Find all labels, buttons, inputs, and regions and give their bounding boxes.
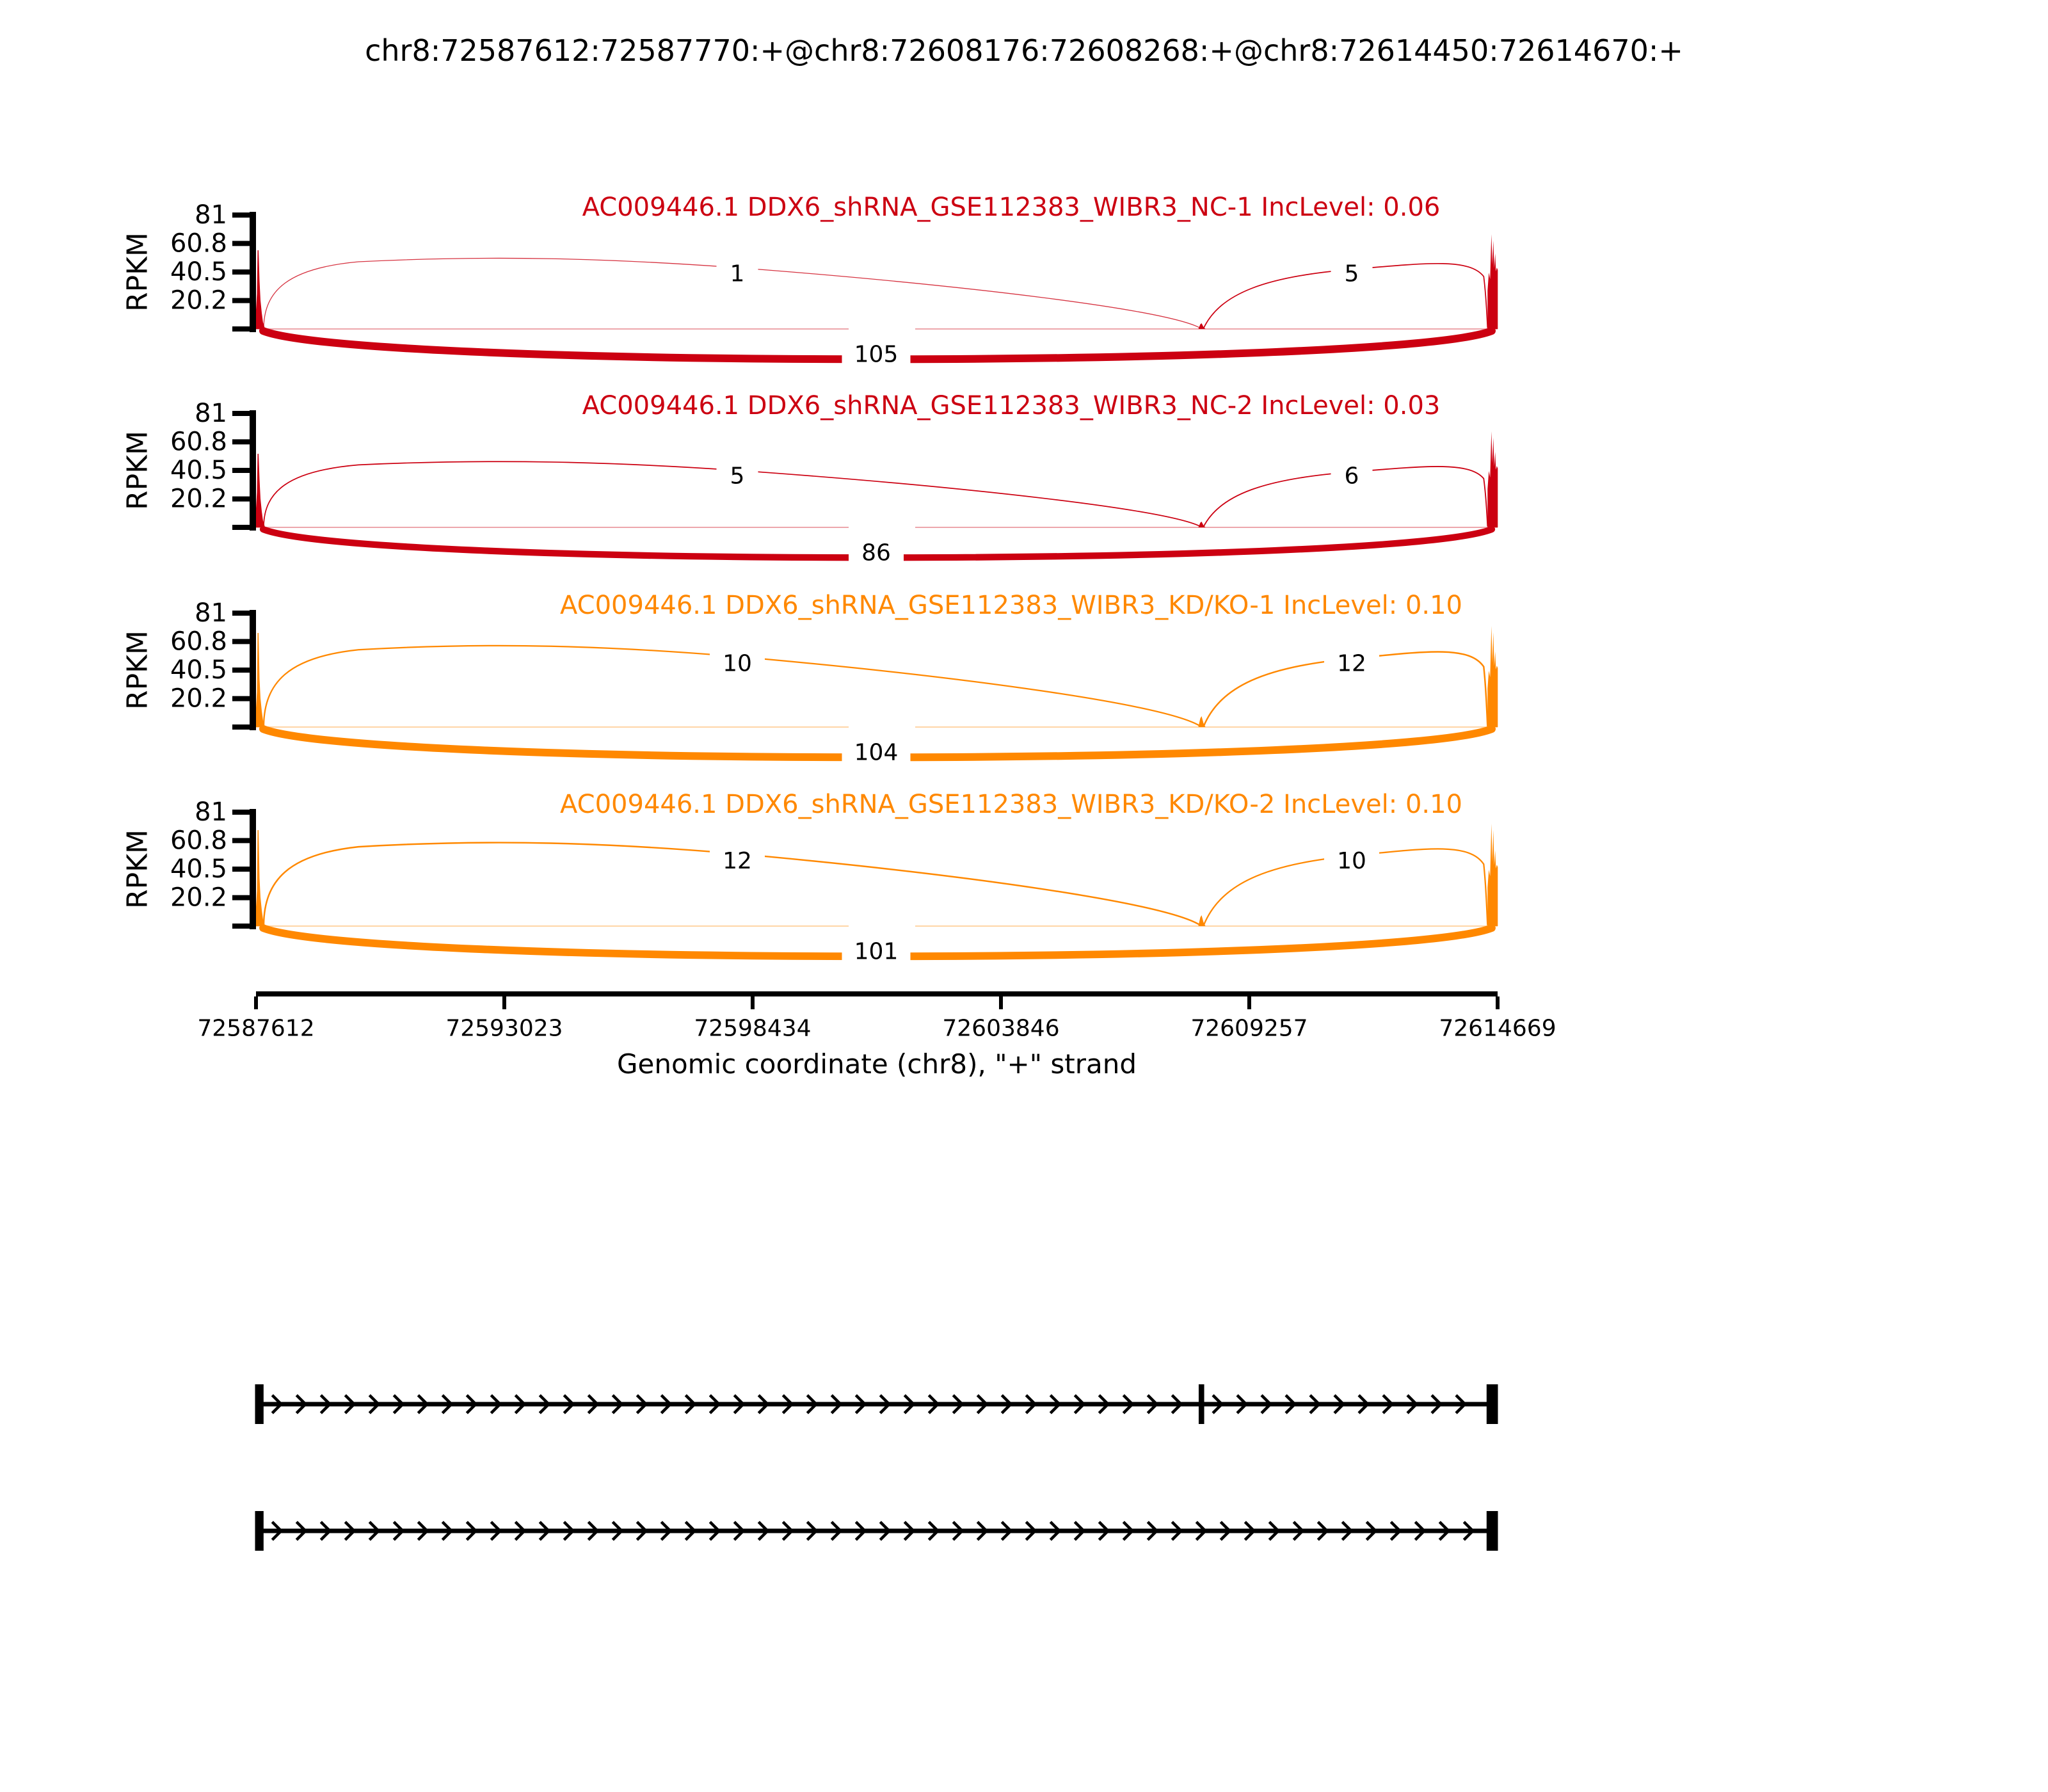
y-axis-tick	[232, 298, 256, 303]
sashimi-track-NC-2	[122, 391, 1498, 568]
exon-coverage-spike-right	[1487, 234, 1498, 329]
x-axis-line	[256, 991, 1498, 996]
y-axis-tick-label: 40.5	[170, 655, 227, 685]
gene-model-isoform-inclusion	[255, 1384, 1498, 1424]
sashimi-track-KD/KO-2	[122, 790, 1498, 967]
y-axis-tick-label: 20.2	[170, 883, 227, 913]
exon-block	[255, 1511, 264, 1551]
y-axis-tick-label: 40.5	[170, 854, 227, 884]
junction-count-label: 1	[730, 260, 745, 287]
x-axis-tick	[1247, 996, 1251, 1009]
exon-coverage-spike-left	[256, 250, 265, 329]
y-axis-tick-label: 40.5	[170, 257, 227, 287]
junction-count-label: 5	[730, 463, 745, 490]
y-axis-tick	[232, 724, 256, 730]
track-title: AC009446.1 DDX6_shRNA_GSE112383_WIBR3_KD/KO-2 IncLevel: 0.10	[560, 790, 1462, 819]
x-axis-tick-label: 72598434	[694, 1015, 812, 1042]
junction-count-label: 86	[861, 540, 891, 566]
sashimi-track-KD/KO-1	[122, 591, 1498, 768]
gene-model-isoform-skipping	[255, 1511, 1498, 1551]
exon-coverage-spike-middle	[1198, 915, 1205, 926]
y-axis-tick	[232, 497, 256, 502]
junction-count-label: 12	[1337, 650, 1366, 677]
junction-count-label: 6	[1344, 463, 1359, 490]
rpkm-axis-label: RPKM	[121, 431, 154, 510]
exon-coverage-spike-right	[1487, 626, 1498, 727]
x-axis-tick-label: 72609257	[1190, 1015, 1308, 1042]
junction-count-label: 10	[1337, 848, 1366, 875]
exon-block	[1487, 1384, 1498, 1424]
exon-coverage-spike-right	[1487, 431, 1498, 527]
sashimi-track-NC-1	[122, 193, 1498, 370]
y-axis-tick	[232, 838, 256, 843]
y-axis-tick	[232, 468, 256, 473]
exon-block	[1487, 1511, 1498, 1551]
junction-count-label: 105	[854, 341, 899, 368]
x-axis-tick	[502, 996, 506, 1009]
exon-coverage-spike-left	[256, 454, 265, 527]
y-axis-tick	[232, 668, 256, 673]
exon-coverage-spike-left	[256, 633, 265, 727]
x-axis-tick-label: 72603846	[942, 1015, 1060, 1042]
y-axis-tick-label: 20.2	[170, 684, 227, 714]
y-axis-tick-label: 20.2	[170, 285, 227, 316]
rpkm-axis-label: RPKM	[121, 630, 154, 710]
junction-count-label: 104	[854, 739, 899, 766]
x-axis-tick-label: 72614669	[1439, 1015, 1556, 1042]
junction-count-label: 10	[723, 650, 752, 677]
y-axis-tick	[232, 895, 256, 900]
y-axis-tick	[232, 241, 256, 246]
x-axis-tick-label: 72593023	[445, 1015, 563, 1042]
y-axis-tick	[232, 212, 256, 218]
y-axis-tick-label: 60.8	[170, 228, 227, 259]
track-title: AC009446.1 DDX6_shRNA_GSE112383_WIBR3_KD/KO-1 IncLevel: 0.10	[560, 591, 1462, 620]
junction-count-label: 12	[723, 848, 752, 875]
y-axis-tick-label: 81	[195, 200, 227, 230]
exon-coverage-spike-middle	[1198, 716, 1205, 727]
exon-block	[1199, 1384, 1204, 1424]
page-title: chr8:72587612:72587770:+@chr8:72608176:72608268:+@chr8:72614450:72614670:+	[365, 33, 1683, 68]
exon-block	[255, 1384, 264, 1424]
y-axis-tick-label: 60.8	[170, 627, 227, 657]
junction-count-label: 101	[854, 938, 899, 965]
y-axis-tick-label: 60.8	[170, 427, 227, 457]
y-axis-tick-label: 81	[195, 399, 227, 428]
x-axis-tick	[999, 996, 1003, 1009]
y-axis-tick	[232, 611, 256, 616]
x-axis-tick	[751, 996, 755, 1009]
x-axis-tick-label: 72587612	[197, 1015, 315, 1042]
exon-coverage-spike-right	[1487, 824, 1498, 926]
rpkm-axis-label: RPKM	[121, 232, 154, 312]
y-axis-tick	[232, 269, 256, 275]
x-axis-tick	[254, 996, 258, 1009]
x-axis-title: Genomic coordinate (chr8), "+" strand	[616, 1048, 1137, 1080]
y-axis-tick	[232, 810, 256, 815]
y-axis-tick	[232, 525, 256, 530]
y-axis-tick	[232, 924, 256, 929]
y-axis-tick-label: 40.5	[170, 456, 227, 485]
y-axis-tick	[232, 696, 256, 701]
track-title: AC009446.1 DDX6_shRNA_GSE112383_WIBR3_NC-1 IncLevel: 0.06	[582, 193, 1441, 222]
y-axis-tick-label: 60.8	[170, 826, 227, 856]
y-axis-tick	[232, 439, 256, 444]
y-axis-tick	[232, 411, 256, 416]
rpkm-axis-label: RPKM	[121, 829, 154, 909]
x-axis-tick	[1496, 996, 1500, 1009]
y-axis-tick	[232, 867, 256, 872]
x-axis	[197, 991, 1556, 1042]
exon-coverage-spike-left	[256, 830, 265, 926]
y-axis-tick-label: 81	[195, 598, 227, 628]
y-axis-tick	[232, 639, 256, 644]
track-title: AC009446.1 DDX6_shRNA_GSE112383_WIBR3_NC-2 IncLevel: 0.03	[582, 391, 1441, 420]
y-axis-tick	[232, 326, 256, 332]
y-axis-tick-label: 20.2	[170, 484, 227, 514]
junction-count-label: 5	[1344, 260, 1359, 287]
y-axis-tick-label: 81	[195, 797, 227, 827]
